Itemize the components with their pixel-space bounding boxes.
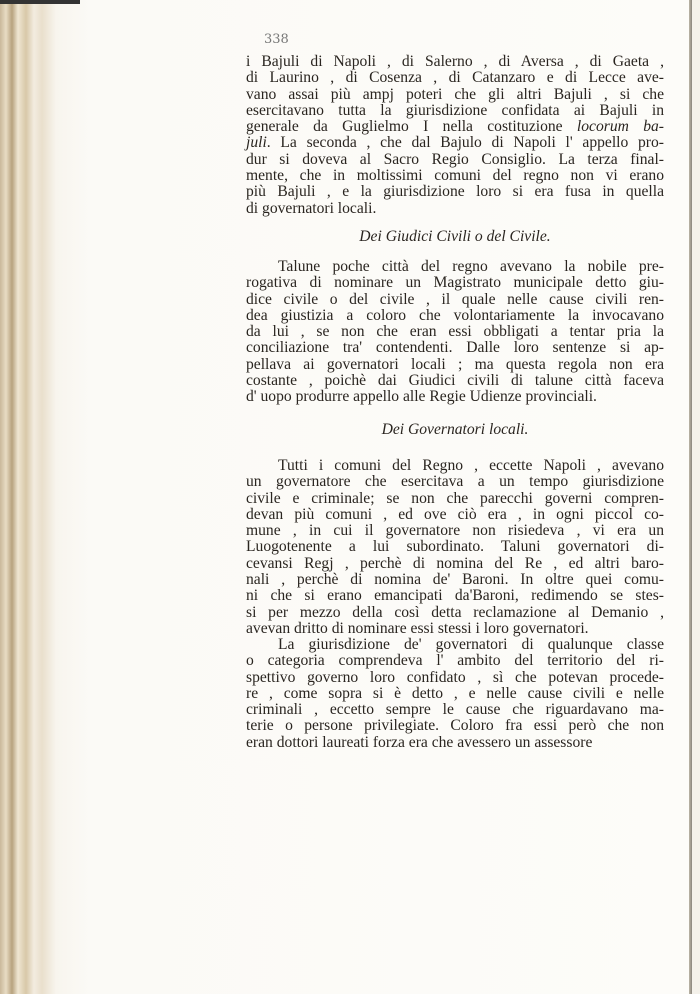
text-line: pellava ai governatori locali ; ma questa regola non era — [246, 355, 664, 373]
paragraph-giudici-civili — [246, 259, 664, 406]
text-line: dur si doveva al Sacro Regio Consiglio. La terza final- — [246, 150, 664, 168]
text-line: i Bajuli di Napoli , di Salerno , di Aversa , di Gaeta , — [246, 53, 664, 70]
text-line: vano assai più ampj poteri che gli altri Bajuli , si che — [246, 85, 664, 103]
text-line: da lui , se non che eran essi obbligati a tentar pria la — [246, 323, 664, 341]
text-line: di governatori locali. — [246, 199, 377, 217]
text-line: o categoria comprendeva l' ambito del territorio del ri- — [246, 652, 664, 670]
text-line: più Bajuli , e la giurisdizione loro si era fusa in quella — [246, 183, 664, 201]
text-line: eran dottori laureati forza era che avessero un assessore — [246, 733, 593, 751]
text-line: criminali , eccetto sempre le cause che riguardavano ma- — [246, 701, 664, 719]
text-line: conciliazione tra' contendenti. Dalle loro sentenze si ap- — [246, 339, 664, 357]
text-line: di Laurino , di Cosenza , di Catanzaro e di Lecce ave- — [246, 69, 664, 87]
scan-edge-mark — [0, 0, 80, 4]
text-line: dice civile o del civile , il quale nelle cause civili ren- — [246, 290, 664, 308]
text-line: juli. La seconda , che dal Bajulo di Napoli l' appello pro- — [246, 134, 664, 152]
text-line: re , come sopra si è detto , e nelle cause civili e nelle — [246, 684, 664, 702]
paragraph-giurisdizione — [246, 637, 664, 751]
text-line: avevan dritto di nominare essi stessi i loro governatori. — [246, 619, 589, 637]
text-line: spettivo governo loro confidato , sì che potevan procede- — [246, 668, 664, 686]
paragraph-bajuli — [246, 54, 664, 217]
text-line: terie o persone privilegiate. Coloro fra essi però che non — [246, 717, 664, 735]
text-line: mente, che in moltissimi comuni del regno non vi erano — [246, 167, 664, 185]
page-edge-margin — [692, 0, 700, 994]
text-line: ni che si erano emancipati da'Baroni, redimendo se stes- — [246, 587, 664, 605]
text-line: Luogotenente a lui subordinato. Taluni governatori di- — [246, 538, 664, 556]
text-line: generale da Guglielmo I nella costituzione locorum ba- — [246, 118, 664, 136]
text-line: Talune poche città del regno avevano la nobile pre- — [278, 258, 664, 275]
text-line: nali , perchè di nomina de' Baroni. In oltre quei comu- — [246, 571, 664, 589]
text-line: mune , in cui il governatore non risiedeva , vi era un — [246, 522, 664, 540]
paragraph-governatori — [246, 458, 664, 637]
text-line: costante , poichè dai Giudici civili di talune città faceva — [246, 372, 664, 390]
text-line: La giurisdizione de' governatori di qualunque classe — [278, 636, 664, 653]
text-line: un governatore che esercitava a un tempo giurisdizione — [246, 473, 664, 491]
text-line: d' uopo produrre appello alle Regie Udienze provinciali. — [246, 388, 597, 406]
page-edge-shadow — [689, 0, 692, 994]
heading-giudici-civili: Dei Giudici Civili o del Civile. — [359, 228, 551, 245]
text-line: Tutti i comuni del Regno , eccette Napoli , avevano — [278, 457, 664, 474]
text-line: devan più comuni , ed ove ciò era , in ogni piccol co- — [246, 505, 664, 523]
page-number: 338 — [264, 32, 289, 47]
text-line: si per mezzo della così detta reclamazione al Demanio , — [246, 603, 664, 621]
heading-governatori-locali: Dei Governatori locali. — [381, 421, 529, 438]
text-line: esercitavano tutta la giurisdizione confidata ai Bajuli in — [246, 101, 664, 119]
text-line: cevansi Regj , perchè di nomina del Re , ed altri baro- — [246, 554, 664, 572]
text-line: rogativa di nominare un Magistrato municipale detto giu- — [246, 274, 664, 292]
text-line: dea giustizia a coloro che volontariamente la invocavano — [246, 306, 664, 324]
text-line: civile e criminale; se non che parecchi governi compren- — [246, 489, 664, 507]
